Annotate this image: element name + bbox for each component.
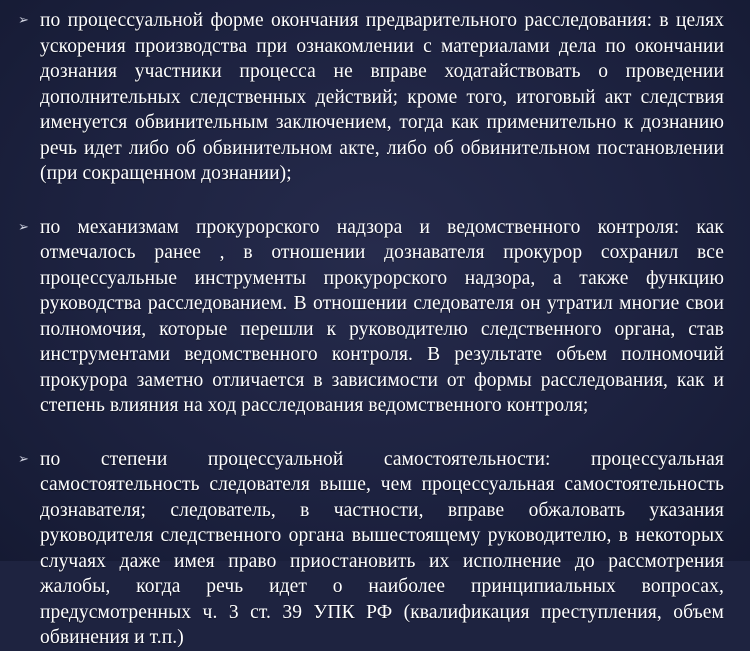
list-item: [16, 447, 724, 651]
arrow-bullet-icon: ➢: [18, 219, 29, 235]
bullet-text: по механизмам прокурорского надзора и ведомственного контроля: как отмечалось ранее , в отношении дознавателя прокурор сохранил все процессуальные инструменты прокурорского надзора, а также функцию руководства расследованием. В отношении следователя он утратил многие свои полномочия, которые перешли к руководителю следственного органа, став инструментами ведомственного контроля. В результате объем полномочий прокурора заметно отличается в зависимости от формы расследования, как и степень влияния на ход расследования ведомственного контроля;: [40, 216, 724, 416]
bullet-list: [16, 8, 724, 651]
arrow-bullet-icon: ➢: [18, 13, 29, 28]
bullet-text: по процессуальной форме окончания предварительного расследования: в целях ускорения производства при ознакомлении с материалами дела по окончании дознания участники процесса не вправе ходатайствовать о проведении дополнительных следственных действий; кроме того, итоговый акт следствия именуется обвинительным заключением, тогда как применительно к дознанию речь идет либо об обвинительном акте, либо об обвинительном постановлении (при сокращенном дознании);: [40, 10, 724, 184]
arrow-bullet-icon: ➢: [18, 451, 29, 467]
list-item: [16, 215, 724, 419]
list-item: [16, 8, 724, 187]
bullet-text: по степени процессуальной самостоятельности: процессуальная самостоятельность следователя выше, чем процессуальная самостоятельность дознавателя; следователь, в частности, вправе обжаловать указания руководителя следственного органа вышестоящему руководителю, в некоторых случаях даже имея право приостановить их исполнение до рассмотрения жалобы, когда речь идет о наиболее принципиальных вопросах, предусмотренных ч. 3 ст. 39 УПК РФ (квалификация преступления, объем обвинения и т.п.): [40, 448, 724, 648]
